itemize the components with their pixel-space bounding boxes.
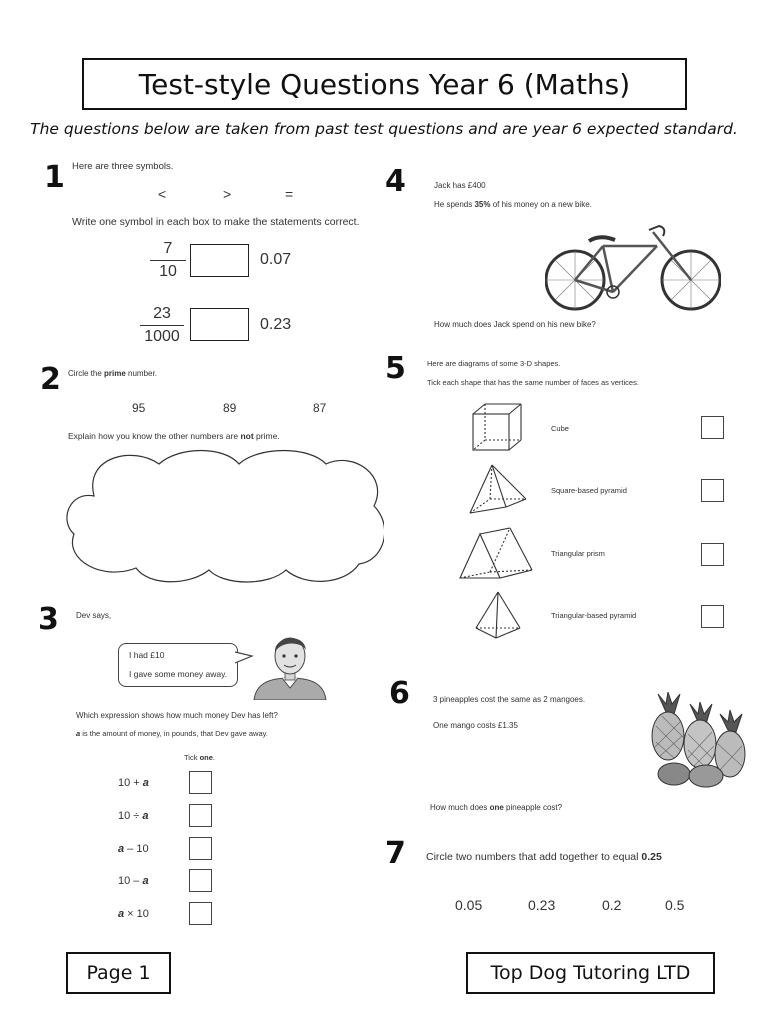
- q7-number-3[interactable]: 0.2: [602, 897, 622, 913]
- q3-option-4: 10 – a: [118, 875, 149, 887]
- q3-tick-box-1[interactable]: [189, 771, 212, 794]
- q3-question: Which expression shows how much money Dev has left?: [76, 711, 278, 720]
- q2-explain: Explain how you know the other numbers are not prime.: [68, 431, 280, 441]
- q7-number-2[interactable]: 0.23: [528, 897, 556, 913]
- q3-speech-bubble: [118, 643, 238, 687]
- q1-fraction-1-denominator: 10: [159, 263, 177, 280]
- q1-symbol-gt: >: [223, 186, 232, 202]
- q3-tick-box-3[interactable]: [189, 837, 212, 860]
- q3-tick-instruction: Tick one.: [184, 753, 215, 762]
- q5-intro: Here are diagrams of some 3-D shapes.: [427, 359, 561, 368]
- triangular-pyramid-icon: [474, 590, 522, 642]
- page-title: Test-style Questions Year 6 (Maths): [82, 58, 687, 110]
- q1-value-2: 0.23: [260, 316, 292, 333]
- triangular-prism-icon: [458, 526, 534, 582]
- q1-symbol-eq: =: [285, 186, 294, 202]
- q2-answer-cloud[interactable]: [64, 446, 384, 586]
- q7-text: Circle two numbers that add together to equal 0.25: [426, 851, 662, 863]
- q1-fraction-2-numerator: 23: [153, 305, 171, 322]
- q6-question: How much does one pineapple cost?: [430, 803, 563, 812]
- q5-shape-label-1: Cube: [551, 424, 569, 433]
- q6-line-2: One mango costs £1.35: [433, 721, 518, 730]
- q1-fraction-1: [150, 240, 186, 281]
- q2-intro: Circle the prime number.: [68, 369, 157, 378]
- q5-tick-box-triangular-pyramid[interactable]: [701, 605, 724, 628]
- q2-number-2[interactable]: 89: [223, 401, 237, 415]
- company-name: Top Dog Tutoring LTD: [466, 952, 715, 994]
- q3-intro: Dev says,: [76, 611, 112, 620]
- q3-option-2: 10 ÷ a: [118, 810, 149, 822]
- q1-intro: Here are three symbols.: [72, 161, 174, 172]
- question-6-number: 6: [389, 676, 410, 711]
- q5-shape-label-4: Triangular-based pyramid: [551, 611, 637, 620]
- square-pyramid-icon: [466, 463, 530, 519]
- q2-number-1[interactable]: 95: [132, 401, 146, 415]
- q3-speech-tail: [234, 650, 254, 666]
- q1-instruction: Write one symbol in each box to make the statements correct.: [72, 216, 360, 228]
- q1-fraction-2-denominator: 1000: [144, 328, 180, 345]
- q3-tick-box-4[interactable]: [189, 869, 212, 892]
- q4-line-2: He spends 35% of his money on a new bike.: [434, 200, 592, 209]
- q4-line-1: Jack has £400: [434, 181, 486, 190]
- question-4-number: 4: [385, 164, 406, 199]
- q3-speech-line-2: I gave some money away.: [129, 669, 228, 679]
- page-subtitle: The questions below are taken from past test questions and are year 6 expected standard.: [30, 120, 738, 138]
- q5-instruction: Tick each shape that has the same number of faces as vertices.: [427, 378, 639, 387]
- pineapples-mangoes-icon: [644, 692, 748, 788]
- q3-option-3: a – 10: [118, 843, 149, 855]
- q1-value-1: 0.07: [260, 251, 292, 268]
- q3-option-5: a × 10: [118, 908, 149, 920]
- q7-number-1[interactable]: 0.05: [455, 897, 483, 913]
- q3-option-1: 10 + a: [118, 777, 149, 789]
- q3-tick-box-5[interactable]: [189, 902, 212, 925]
- q1-fraction-1-numerator: 7: [163, 240, 173, 257]
- q1-answer-box-1[interactable]: [190, 244, 249, 277]
- q1-answer-box-2[interactable]: [190, 308, 249, 341]
- q3-tick-box-2[interactable]: [189, 804, 212, 827]
- bicycle-icon: [545, 222, 721, 314]
- q5-shape-label-2: Square-based pyramid: [551, 486, 627, 495]
- question-1-number: 1: [44, 160, 65, 195]
- dev-boy-icon: [252, 628, 328, 700]
- question-2-number: 2: [40, 362, 61, 397]
- q4-question: How much does Jack spend on his new bike?: [434, 320, 596, 329]
- q6-line-1: 3 pineapples cost the same as 2 mangoes.: [433, 695, 586, 704]
- question-5-number: 5: [385, 351, 406, 386]
- question-3-number: 3: [38, 602, 59, 637]
- q7-number-4[interactable]: 0.5: [665, 897, 685, 913]
- q5-tick-box-triangular-prism[interactable]: [701, 543, 724, 566]
- page-number: Page 1: [66, 952, 171, 994]
- q5-tick-box-square-pyramid[interactable]: [701, 479, 724, 502]
- q3-variable-note: a is the amount of money, in pounds, that Dev gave away.: [76, 729, 268, 738]
- question-7-number: 7: [385, 836, 406, 871]
- q3-speech-line-1: I had £10: [129, 650, 165, 660]
- q2-number-3[interactable]: 87: [313, 401, 327, 415]
- q1-fraction-2: [140, 305, 184, 346]
- q5-tick-box-cube[interactable]: [701, 416, 724, 439]
- q5-shape-label-3: Triangular prism: [551, 549, 605, 558]
- q1-symbol-lt: <: [158, 186, 167, 202]
- cube-icon: [470, 402, 526, 454]
